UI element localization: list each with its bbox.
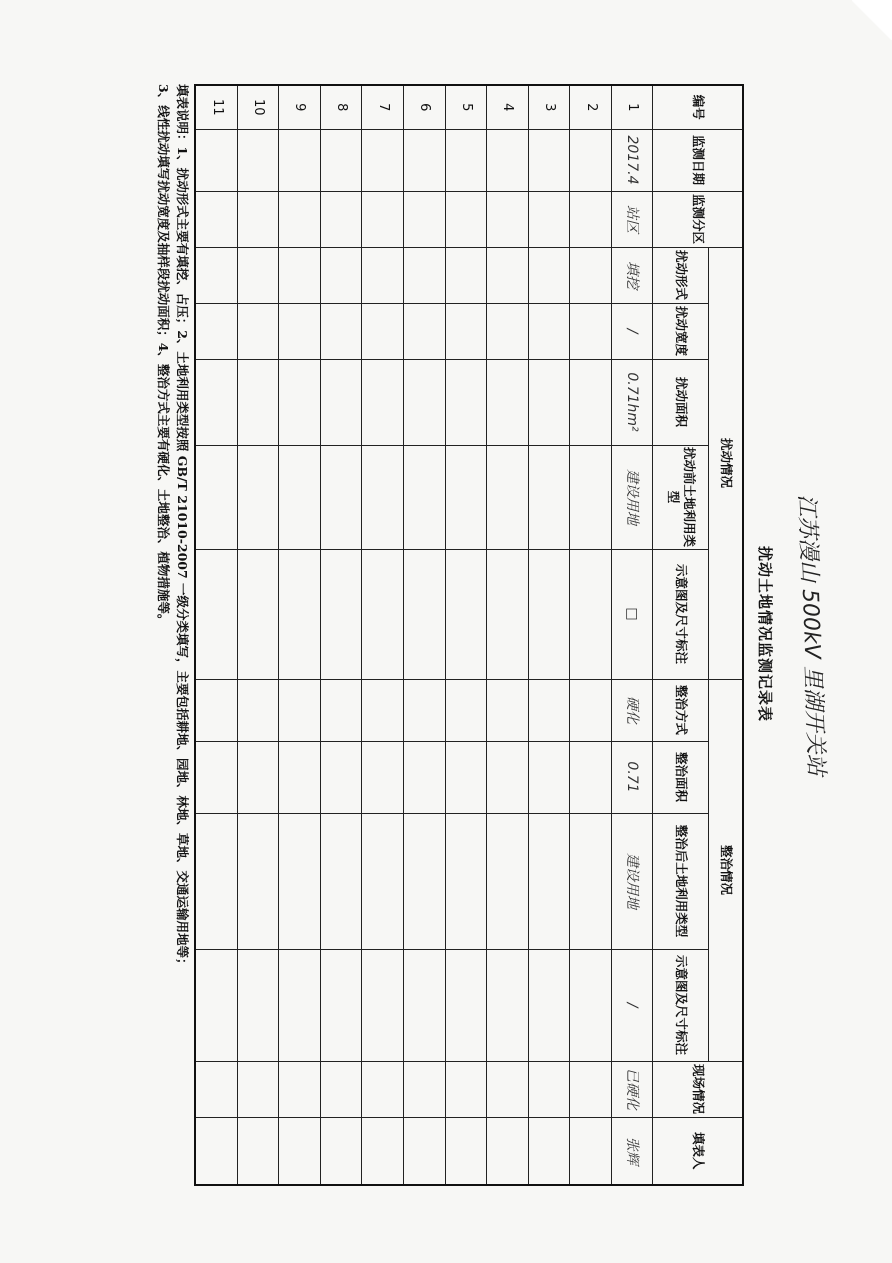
header-site-status: 现场情况	[653, 1061, 743, 1117]
cell-land-before	[570, 445, 612, 549]
cell-area	[445, 359, 487, 445]
cell-filler	[570, 1117, 612, 1185]
cell-land-after	[237, 813, 279, 949]
cell-form	[195, 247, 237, 303]
cell-form: 填挖	[611, 247, 653, 303]
cell-area	[403, 359, 445, 445]
cell-no: 8	[320, 85, 362, 129]
cell-status	[362, 1061, 404, 1117]
cell-date	[279, 129, 321, 191]
cell-width	[528, 303, 570, 359]
header-land-after: 整治后土地利用类型	[653, 813, 709, 949]
cell-method	[362, 679, 404, 741]
cell-zone	[445, 191, 487, 247]
cell-status: 已硬化	[611, 1061, 653, 1117]
cell-zone	[195, 191, 237, 247]
table-row	[611, 85, 653, 1185]
cell-width	[195, 303, 237, 359]
cell-area	[362, 359, 404, 445]
cell-no: 1	[611, 85, 653, 129]
cell-land-before	[237, 445, 279, 549]
cell-form	[445, 247, 487, 303]
cell-area	[279, 359, 321, 445]
cell-form	[403, 247, 445, 303]
cell-rect-area	[320, 741, 362, 813]
table-row	[528, 85, 570, 1185]
cell-rect-area: 0.71	[611, 741, 653, 813]
cell-date	[237, 129, 279, 191]
cell-no: 7	[362, 85, 404, 129]
cell-width	[570, 303, 612, 359]
cell-no: 6	[403, 85, 445, 129]
monitoring-form	[150, 84, 829, 1184]
cell-form	[570, 247, 612, 303]
cell-method	[237, 679, 279, 741]
cell-sketch	[403, 549, 445, 679]
cell-filler	[237, 1117, 279, 1185]
table-row	[487, 85, 529, 1185]
cell-status	[445, 1061, 487, 1117]
cell-no: 11	[195, 85, 237, 129]
cell-land-after: 建设用地	[611, 813, 653, 949]
cell-date	[320, 129, 362, 191]
cell-sketch-after	[279, 949, 321, 1061]
cell-sketch-after	[362, 949, 404, 1061]
cell-status	[528, 1061, 570, 1117]
cell-land-before	[320, 445, 362, 549]
cell-sketch	[528, 549, 570, 679]
cell-area	[320, 359, 362, 445]
cell-status	[279, 1061, 321, 1117]
cell-filler	[487, 1117, 529, 1185]
cell-width	[279, 303, 321, 359]
cell-zone	[528, 191, 570, 247]
cell-filler	[195, 1117, 237, 1185]
header-dist-width: 扰动宽度	[653, 303, 709, 359]
cell-zone	[570, 191, 612, 247]
cell-no: 2	[570, 85, 612, 129]
cell-method	[320, 679, 362, 741]
header-number: 编号	[653, 85, 743, 129]
cell-form	[487, 247, 529, 303]
cell-width	[237, 303, 279, 359]
cell-zone	[403, 191, 445, 247]
cell-land-after	[362, 813, 404, 949]
fill-instructions	[154, 84, 192, 1184]
header-sketch: 示意图及尺寸标注	[653, 549, 709, 679]
cell-zone	[237, 191, 279, 247]
cell-status	[570, 1061, 612, 1117]
cell-sketch-after	[237, 949, 279, 1061]
table-row	[237, 85, 279, 1185]
cell-land-after	[570, 813, 612, 949]
cell-land-before	[487, 445, 529, 549]
header-disturbance-group: 扰动情况	[709, 247, 743, 679]
cell-land-after	[403, 813, 445, 949]
cell-width	[403, 303, 445, 359]
cell-sketch-after	[320, 949, 362, 1061]
cell-area	[528, 359, 570, 445]
cell-land-after	[279, 813, 321, 949]
cell-status	[320, 1061, 362, 1117]
cell-sketch-after	[403, 949, 445, 1061]
header-sketch-after: 示意图及尺寸标注	[653, 949, 709, 1061]
cell-sketch-after	[487, 949, 529, 1061]
cell-no: 9	[279, 85, 321, 129]
table-row	[320, 85, 362, 1185]
cell-form	[528, 247, 570, 303]
cell-form	[237, 247, 279, 303]
header-filler: 填表人	[653, 1117, 743, 1185]
cell-sketch: □	[611, 549, 653, 679]
cell-sketch	[195, 549, 237, 679]
cell-filler	[528, 1117, 570, 1185]
cell-filler	[279, 1117, 321, 1185]
cell-width: /	[611, 303, 653, 359]
cell-filler	[320, 1117, 362, 1185]
cell-date	[570, 129, 612, 191]
cell-width	[320, 303, 362, 359]
cell-sketch-after	[445, 949, 487, 1061]
form-title: 扰动土地情况监测记录表	[756, 545, 774, 722]
cell-date	[445, 129, 487, 191]
cell-zone: 站区	[611, 191, 653, 247]
cell-method	[403, 679, 445, 741]
header-date: 监测日期	[653, 129, 743, 191]
notes-line-1: 填表说明：1、扰动形式主要有填挖、占压；2、土地利用类型按照 GB/T 21010-2007 一级分类填写，主要包括耕地、园地、林地、草地、交通运输用地等；	[175, 84, 190, 971]
header-rect-method: 整治方式	[653, 679, 709, 741]
cell-sketch	[570, 549, 612, 679]
cell-width	[362, 303, 404, 359]
cell-sketch	[279, 549, 321, 679]
cell-method	[445, 679, 487, 741]
cell-area: 0.71hm²	[611, 359, 653, 445]
cell-rect-area	[279, 741, 321, 813]
handwritten-project-name: 江苏漫山 500kV 里湖开关站	[793, 493, 829, 777]
cell-land-before: 建设用地	[611, 445, 653, 549]
table-row	[279, 85, 321, 1185]
cell-rect-area	[445, 741, 487, 813]
table-row	[362, 85, 404, 1185]
cell-rect-area	[528, 741, 570, 813]
cell-land-before	[279, 445, 321, 549]
cell-land-before	[403, 445, 445, 549]
cell-land-after	[487, 813, 529, 949]
cell-date	[528, 129, 570, 191]
table-row	[445, 85, 487, 1185]
cell-rect-area	[237, 741, 279, 813]
cell-status	[237, 1061, 279, 1117]
cell-area	[487, 359, 529, 445]
cell-method	[570, 679, 612, 741]
cell-form	[362, 247, 404, 303]
cell-method	[279, 679, 321, 741]
cell-filler	[362, 1117, 404, 1185]
cell-land-after	[445, 813, 487, 949]
cell-rect-area	[195, 741, 237, 813]
cell-filler	[445, 1117, 487, 1185]
cell-date	[362, 129, 404, 191]
header-zone: 监测分区	[653, 191, 743, 247]
cell-sketch-after	[195, 949, 237, 1061]
cell-zone	[279, 191, 321, 247]
cell-status	[403, 1061, 445, 1117]
folded-corner	[852, 0, 892, 40]
cell-sketch	[320, 549, 362, 679]
cell-land-before	[528, 445, 570, 549]
cell-land-before	[195, 445, 237, 549]
cell-sketch	[362, 549, 404, 679]
notes-line-2: 3、线性扰动填写扰动宽度及抽样段扰动面积；4、整治方式主要有硬化、土地整治、植物措施等。	[156, 84, 171, 627]
cell-width	[487, 303, 529, 359]
record-table	[194, 84, 744, 1186]
cell-form	[320, 247, 362, 303]
table-row	[403, 85, 445, 1185]
cell-rect-area	[362, 741, 404, 813]
cell-sketch-after: /	[611, 949, 653, 1061]
cell-land-after	[320, 813, 362, 949]
header-land-before: 扰动前土地利用类型	[653, 445, 709, 549]
cell-no: 3	[528, 85, 570, 129]
cell-date: 2017.4	[611, 129, 653, 191]
header-dist-area: 扰动面积	[653, 359, 709, 445]
cell-land-before	[362, 445, 404, 549]
cell-area	[237, 359, 279, 445]
cell-sketch-after	[570, 949, 612, 1061]
cell-sketch	[237, 549, 279, 679]
cell-date	[487, 129, 529, 191]
cell-rect-area	[487, 741, 529, 813]
cell-no: 4	[487, 85, 529, 129]
cell-method: 硬化	[611, 679, 653, 741]
cell-sketch	[445, 549, 487, 679]
cell-zone	[362, 191, 404, 247]
cell-filler	[403, 1117, 445, 1185]
cell-date	[195, 129, 237, 191]
cell-width	[445, 303, 487, 359]
cell-land-before	[445, 445, 487, 549]
cell-method	[195, 679, 237, 741]
cell-form	[279, 247, 321, 303]
cell-sketch-after	[528, 949, 570, 1061]
cell-date	[403, 129, 445, 191]
table-row	[195, 85, 237, 1185]
header-rectify-group: 整治情况	[709, 679, 743, 1061]
header-dist-form: 扰动形式	[653, 247, 709, 303]
cell-area	[195, 359, 237, 445]
table-row	[570, 85, 612, 1185]
cell-filler: 张辉	[611, 1117, 653, 1185]
cell-sketch	[487, 549, 529, 679]
cell-area	[570, 359, 612, 445]
cell-land-after	[195, 813, 237, 949]
cell-method	[528, 679, 570, 741]
cell-status	[195, 1061, 237, 1117]
cell-no: 5	[445, 85, 487, 129]
header-rect-area: 整治面积	[653, 741, 709, 813]
cell-rect-area	[403, 741, 445, 813]
cell-method	[487, 679, 529, 741]
cell-status	[487, 1061, 529, 1117]
cell-zone	[487, 191, 529, 247]
cell-zone	[320, 191, 362, 247]
cell-no: 10	[237, 85, 279, 129]
cell-rect-area	[570, 741, 612, 813]
cell-land-after	[528, 813, 570, 949]
